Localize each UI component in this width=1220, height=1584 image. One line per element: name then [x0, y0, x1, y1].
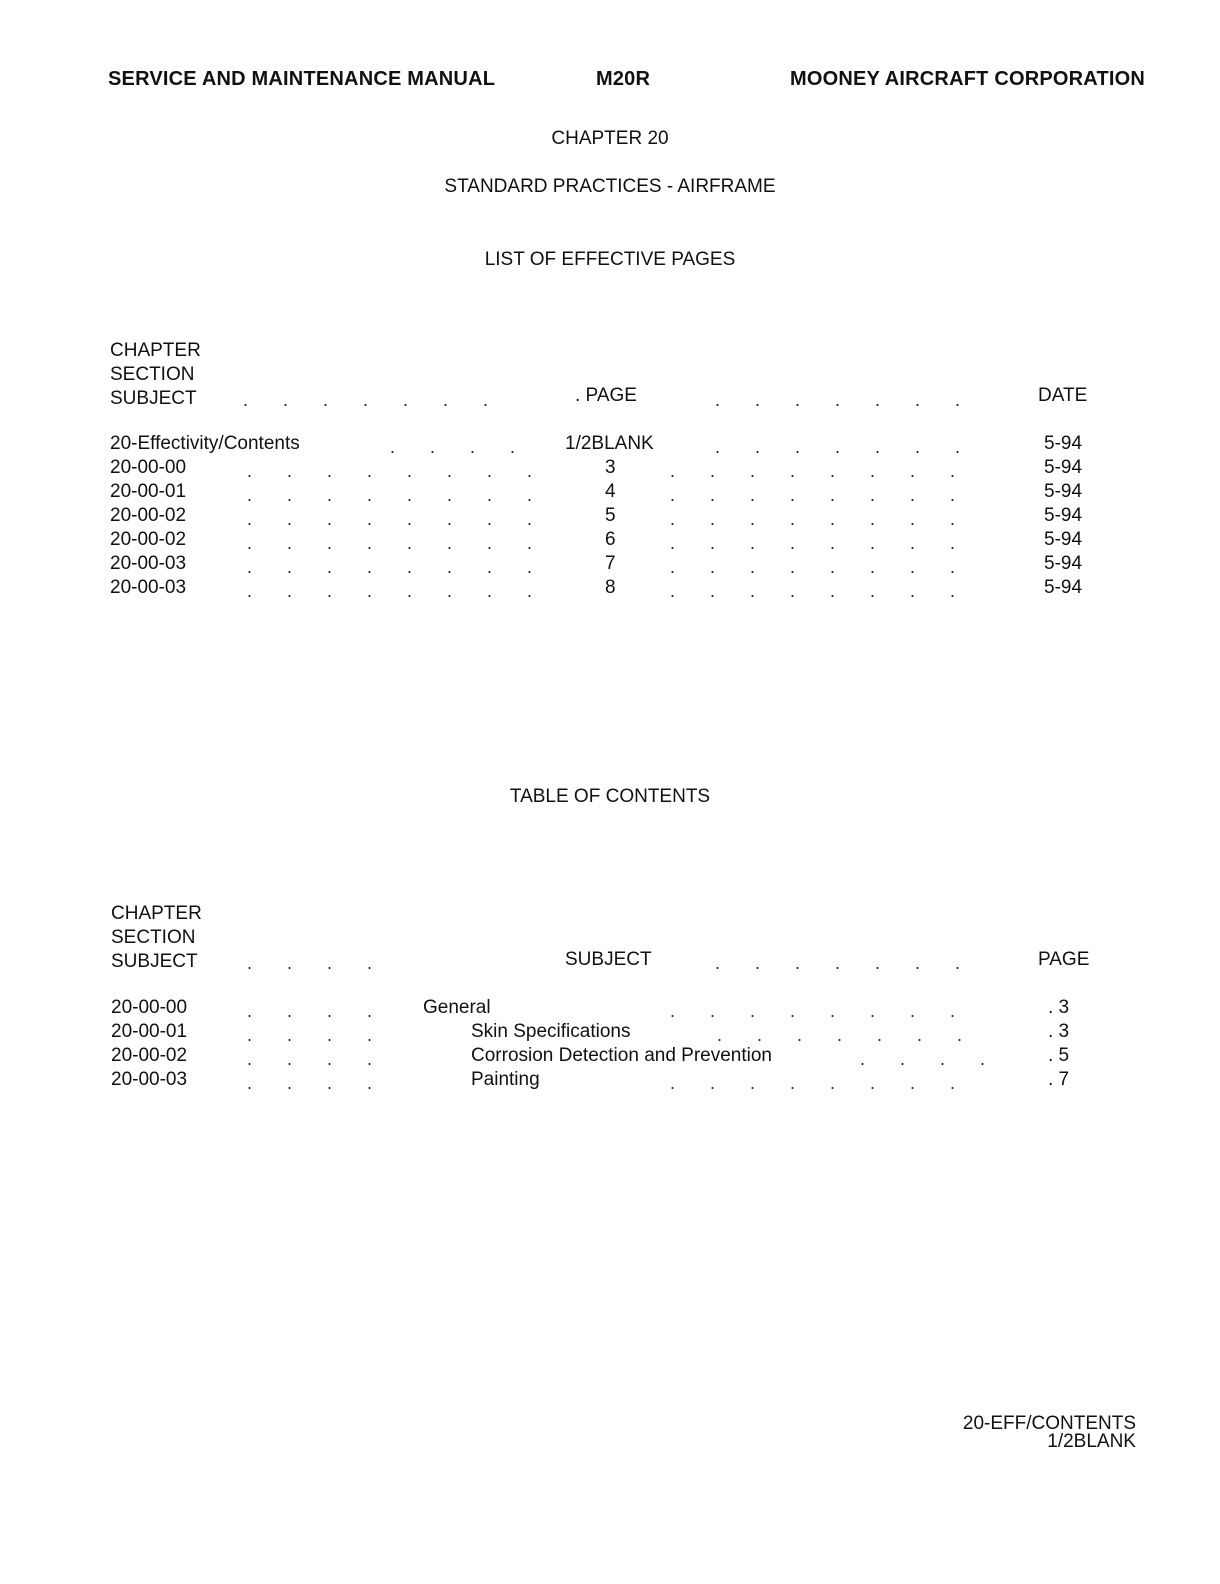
- lep-leader: . . . . . . . .: [670, 461, 956, 481]
- lep-leader: . . . . . . . .: [247, 509, 533, 529]
- lep-header-leader-right: . . . . . . .: [715, 390, 961, 410]
- lep-section: 20-00-01: [110, 481, 187, 502]
- toc-leader: . . . .: [247, 1073, 373, 1093]
- chapter-number: CHAPTER 20: [551, 128, 669, 149]
- toc-leader: . . . . . . . .: [670, 1001, 956, 1021]
- page-footer: [963, 1415, 1136, 1451]
- toc-subject: Skin Specifications: [471, 1021, 631, 1042]
- toc-subject: Painting: [471, 1069, 540, 1090]
- lep-row: [0, 529, 1220, 553]
- lep-label-subject: SUBJECT: [110, 388, 197, 409]
- lep-leader: . . . . . . . .: [670, 581, 956, 601]
- lep-column-label: [110, 339, 201, 411]
- toc-label-section: SECTION: [111, 927, 196, 948]
- lep-date: 5-94: [1044, 433, 1083, 454]
- lep-section: 20-Effectivity/Contents: [110, 433, 300, 454]
- lep-row: [0, 553, 1220, 577]
- lep-page: 7: [605, 553, 616, 574]
- lep-header-page: . PAGE: [575, 385, 637, 406]
- lep-row: [0, 505, 1220, 529]
- lep-row: [0, 481, 1220, 505]
- lep-row: [0, 433, 1220, 457]
- chapter-title: STANDARD PRACTICES - AIRFRAME: [444, 176, 776, 197]
- lep-page: 4: [605, 481, 616, 502]
- toc-leader: . . . .: [247, 1025, 373, 1045]
- lep-date: 5-94: [1044, 553, 1083, 574]
- header-model: M20R: [596, 68, 651, 90]
- toc-page: . 7: [1048, 1069, 1070, 1090]
- lep-row: [0, 457, 1220, 481]
- toc-column-label: [111, 902, 202, 974]
- toc-section: 20-00-00: [111, 997, 188, 1018]
- lep-page: 6: [605, 529, 616, 550]
- toc-label-subject: SUBJECT: [111, 951, 198, 972]
- toc-subject: Corrosion Detection and Prevention: [471, 1045, 773, 1066]
- toc-header-page: PAGE: [1038, 949, 1090, 970]
- lep-page: 5: [605, 505, 616, 526]
- lep-date: 5-94: [1044, 529, 1083, 550]
- header-company: MOONEY AIRCRAFT CORPORATION: [790, 68, 1146, 90]
- toc-section: 20-00-01: [111, 1021, 188, 1042]
- toc-leader: . . . .: [247, 1001, 373, 1021]
- lep-header-leader-left: . . . . . . .: [243, 390, 489, 410]
- lep-date: 5-94: [1044, 577, 1083, 598]
- toc-subject: General: [423, 997, 491, 1018]
- lep-date: 5-94: [1044, 481, 1083, 502]
- lep-page: 3: [605, 457, 616, 478]
- toc-leader: . . . . . . .: [717, 1025, 963, 1045]
- lep-label-section: SECTION: [110, 364, 195, 385]
- lep-leader: . . . . . . . .: [247, 557, 533, 577]
- toc-label-chapter: CHAPTER: [111, 903, 202, 924]
- lep-leader: . . . . . . . .: [247, 533, 533, 553]
- toc-leader: . . . .: [860, 1049, 986, 1069]
- lep-leader: . . . .: [390, 437, 516, 457]
- lep-date: 5-94: [1044, 505, 1083, 526]
- toc-row: [0, 1069, 1220, 1093]
- lep-leader: . . . . . . . .: [670, 557, 956, 577]
- toc-row: [0, 1045, 1220, 1069]
- lep-header-date: DATE: [1038, 385, 1088, 406]
- toc-header-leader-left: . . . .: [247, 953, 373, 973]
- lep-section: 20-00-02: [110, 505, 187, 526]
- lep-leader: . . . . . . . .: [247, 485, 533, 505]
- toc-title: TABLE OF CONTENTS: [509, 786, 711, 807]
- toc-leader: . . . .: [247, 1049, 373, 1069]
- lep-leader: . . . . . . . .: [247, 461, 533, 481]
- toc-page: . 3: [1048, 997, 1070, 1018]
- toc-header-subject: SUBJECT: [565, 949, 652, 970]
- toc-leader: . . . . . . . .: [670, 1073, 956, 1093]
- toc-section: 20-00-02: [111, 1045, 188, 1066]
- lep-row: [0, 577, 1220, 601]
- footer-page-id: 1/2BLANK: [1047, 1431, 1136, 1452]
- lep-title: LIST OF EFFECTIVE PAGES: [484, 249, 736, 270]
- lep-label-chapter: CHAPTER: [110, 340, 201, 361]
- lep-section: 20-00-03: [110, 577, 187, 598]
- toc-row: [0, 997, 1220, 1021]
- lep-page: 1/2BLANK: [565, 433, 654, 454]
- toc-page: . 3: [1048, 1021, 1070, 1042]
- toc-header-leader-right: . . . . . . .: [715, 953, 961, 973]
- lep-date: 5-94: [1044, 457, 1083, 478]
- lep-leader: . . . . . . .: [715, 437, 961, 457]
- footer-section-id: 20-EFF/CONTENTS: [962, 1413, 1136, 1434]
- toc-page: . 5: [1048, 1045, 1070, 1066]
- toc-section: 20-00-03: [111, 1069, 188, 1090]
- header-manual-title: SERVICE AND MAINTENANCE MANUAL: [108, 68, 496, 90]
- lep-page: 8: [605, 577, 616, 598]
- lep-leader: . . . . . . . .: [670, 509, 956, 529]
- toc-row: [0, 1021, 1220, 1045]
- lep-leader: . . . . . . . .: [247, 581, 533, 601]
- lep-section: 20-00-00: [110, 457, 187, 478]
- lep-leader: . . . . . . . .: [670, 485, 956, 505]
- lep-leader: . . . . . . . .: [670, 533, 956, 553]
- lep-section: 20-00-02: [110, 529, 187, 550]
- lep-section: 20-00-03: [110, 553, 187, 574]
